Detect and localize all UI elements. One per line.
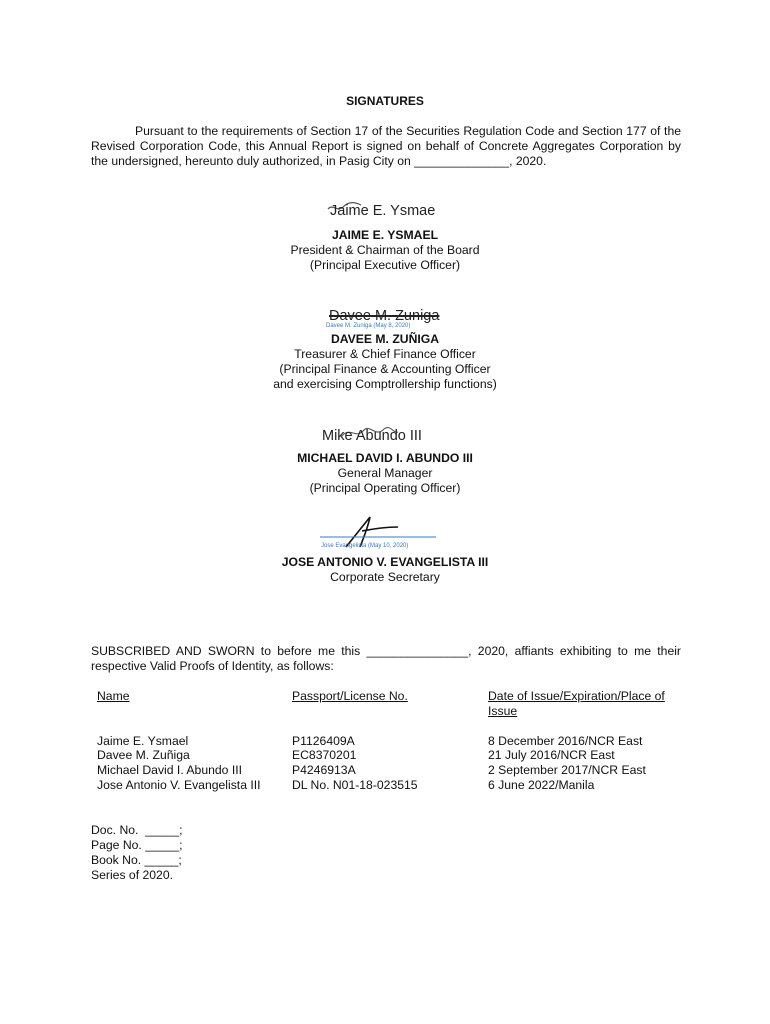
- intro-text: Pursuant to the requirements of Section 17 of the Securities Regulation Code and Section 177 of the Revised Corporation Code, this Annual Report is signed on behalf of Concrete Aggregates Corporation by the undersigned, hereunto duly authorized, in Pasig City on ______________, 2020.: [91, 124, 681, 168]
- table-cell-name: Jose Antonio V. Evangelista III: [97, 778, 261, 792]
- table-cell-passport: P1126409A: [292, 734, 355, 748]
- signatory-title: (Principal Operating Officer): [309, 481, 461, 495]
- signatory-name-abundo: MICHAEL DAVID I. ABUNDO III: [297, 451, 473, 465]
- table-cell-name: Jaime E. Ysmael: [97, 734, 189, 748]
- signatory-name-ysmael: JAIME E. YSMAEL: [331, 228, 439, 242]
- signatory-title: Treasurer & Chief Finance Officer: [294, 347, 476, 361]
- intro-paragraph: [91, 124, 681, 169]
- signatory-title: (Principal Executive Officer): [309, 258, 461, 272]
- table-cell-name: Davee M. Zuñiga: [97, 748, 190, 762]
- table-cell-passport: P4246913A: [292, 763, 356, 777]
- book-no: Book No. _____;: [91, 853, 182, 867]
- signatory-name-zuniga: DAVEE M. ZUÑIGA: [330, 332, 440, 346]
- signatory-title: Corporate Secretary: [330, 570, 440, 584]
- signatory-name-evangelista: JOSE ANTONIO V. EVANGELISTA III: [281, 555, 489, 569]
- table-header-passport: Passport/License No.: [292, 689, 408, 703]
- signature-ysmael: Jaime E. Ysmae: [330, 203, 436, 219]
- table-cell-date: 2 September 2017/NCR East: [488, 763, 646, 777]
- series: Series of 2020.: [91, 868, 173, 882]
- notary-block: [91, 823, 182, 883]
- table-cell-date: 21 July 2016/NCR East: [488, 748, 615, 762]
- signatory-title: (Principal Finance & Accounting Officer: [279, 362, 491, 376]
- table-cell-passport: DL No. N01-18-023515: [292, 778, 418, 792]
- signatory-title: and exercising Comptrollership functions): [273, 377, 497, 391]
- table-header-date-cont: Issue: [488, 704, 518, 718]
- page-no: Page No. _____;: [91, 838, 183, 852]
- page-heading: SIGNATURES: [346, 94, 424, 108]
- table-cell-name: Michael David I. Abundo III: [97, 763, 242, 777]
- esign-caption-evangelista: Jose Evangelista (May 10, 2020): [321, 543, 409, 549]
- sworn-statement: SUBSCRIBED AND SWORN to before me this _______________, 2020, affiants exhibiting to me their respective Valid Proofs of Identity, as follows:: [91, 644, 681, 673]
- doc-no: Doc. No. _____;: [91, 823, 183, 837]
- signature-abundo: Mike Abundo III: [322, 428, 422, 444]
- signatory-title: President & Chairman of the Board: [290, 243, 480, 257]
- table-cell-passport: EC8370201: [292, 748, 357, 762]
- table-header-date: Date of Issue/Expiration/Place of: [488, 689, 665, 703]
- table-cell-date: 6 June 2022/Manila: [488, 778, 595, 792]
- signatory-title: General Manager: [337, 466, 433, 480]
- table-header-name: Name: [97, 689, 130, 703]
- signature-zuniga: Davee M. Zuniga: [329, 308, 440, 324]
- esign-caption-zuniga: Davee M. Zuniga (May 8, 2020): [326, 323, 411, 329]
- table-cell-date: 8 December 2016/NCR East: [488, 734, 643, 748]
